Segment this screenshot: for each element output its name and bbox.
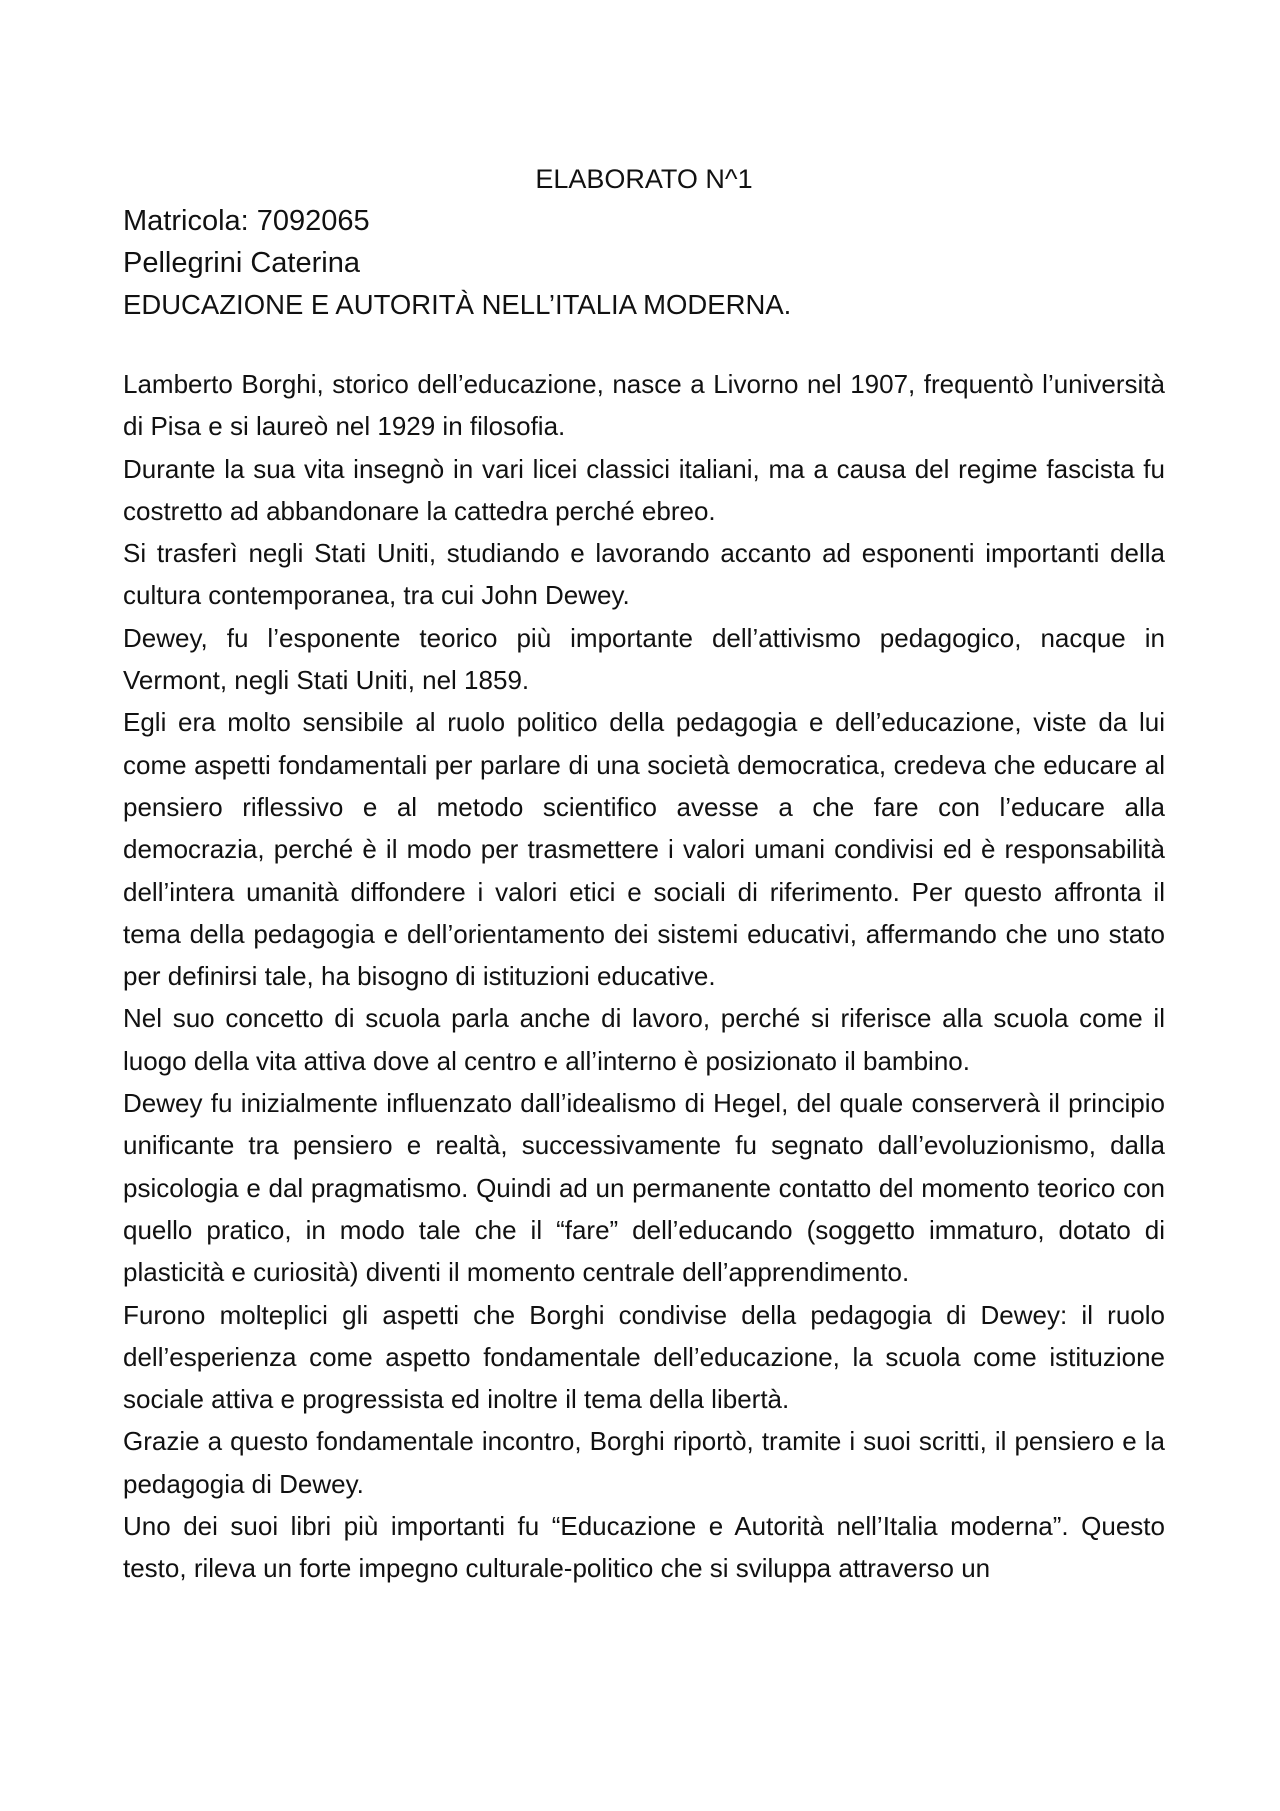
paragraph: Si trasferì negli Stati Uniti, studiando e lavorando accanto ad esponenti importanti della cultura contemporanea, tra cui John Dewey.	[123, 538, 1165, 611]
paragraph: Lamberto Borghi, storico dell’educazione, nasce a Livorno nel 1907, frequentò l’università di Pisa e si laureò nel 1929 in filosofia.	[123, 369, 1165, 442]
paragraph: Durante la sua vita insegnò in vari licei classici italiani, ma a causa del regime fascista fu costretto ad abbandonare la cattedra perché ebreo.	[123, 453, 1165, 526]
document-title: ELABORATO N^1	[535, 164, 753, 194]
paragraph: Nel suo concetto di scuola parla anche di lavoro, perché si riferisce alla scuola come il luogo della vita attiva dove al centro e all’interno è posizionato il bambino.	[123, 1003, 1165, 1076]
paragraph: Dewey fu inizialmente influenzato dall’idealismo di Hegel, del quale conserverà il principio unificante tra pensiero e realtà, successivamente fu segnato dall’evoluzionismo, dalla psicologia e dal pragmatismo. Quindi ad un permanente contatto del momento teorico con quello pratico, in modo tale che il “fare” dell’educando (soggetto immaturo, dotato di plasticità e curiosità) diventi il momento centrale dell’apprendimento.	[123, 1088, 1165, 1288]
essay-heading: EDUCAZIONE E AUTORITÀ NELL’ITALIA MODERNA.	[123, 289, 792, 320]
matricola-line: Matricola: 7092065	[123, 205, 370, 237]
paragraph: Egli era molto sensibile al ruolo politico della pedagogia e dell’educazione, viste da lui come aspetti fondamentali per parlare di una società democratica, credeva che educare al pensiero riflessivo e al metodo scientifico avesse a che fare con l’educare alla democrazia, perché è il modo per trasmettere i valori umani condivisi ed è responsabilità dell’intera umanità diffondere i valori etici e sociali di riferimento. Per questo affronta il tema della pedagogia e dell’orientamento dei sistemi educativi, affermando che uno stato per definirsi tale, ha bisogno di istituzioni educative.	[123, 707, 1165, 992]
document-content	[123, 158, 1165, 1590]
body-text	[123, 363, 1165, 1590]
paragraph: Uno dei suoi libri più importanti fu “Educazione e Autorità nell’Italia moderna”. Questo testo, rileva un forte impegno culturale-politico che si sviluppa attraverso un	[123, 1511, 1165, 1584]
author-name: Pellegrini Caterina	[123, 247, 360, 279]
paragraph: Grazie a questo fondamentale incontro, Borghi riportò, tramite i suoi scritti, il pensiero e la pedagogia di Dewey.	[123, 1426, 1165, 1499]
paragraph: Dewey, fu l’esponente teorico più importante dell’attivismo pedagogico, nacque in Vermont, negli Stati Uniti, nel 1859.	[123, 622, 1165, 696]
paragraph: Furono molteplici gli aspetti che Borghi condivise della pedagogia di Dewey: il ruolo dell’esperienza come aspetto fondamentale dell’educazione, la scuola come istituzione sociale attiva e progressista ed inoltre il tema della libertà.	[123, 1299, 1165, 1415]
